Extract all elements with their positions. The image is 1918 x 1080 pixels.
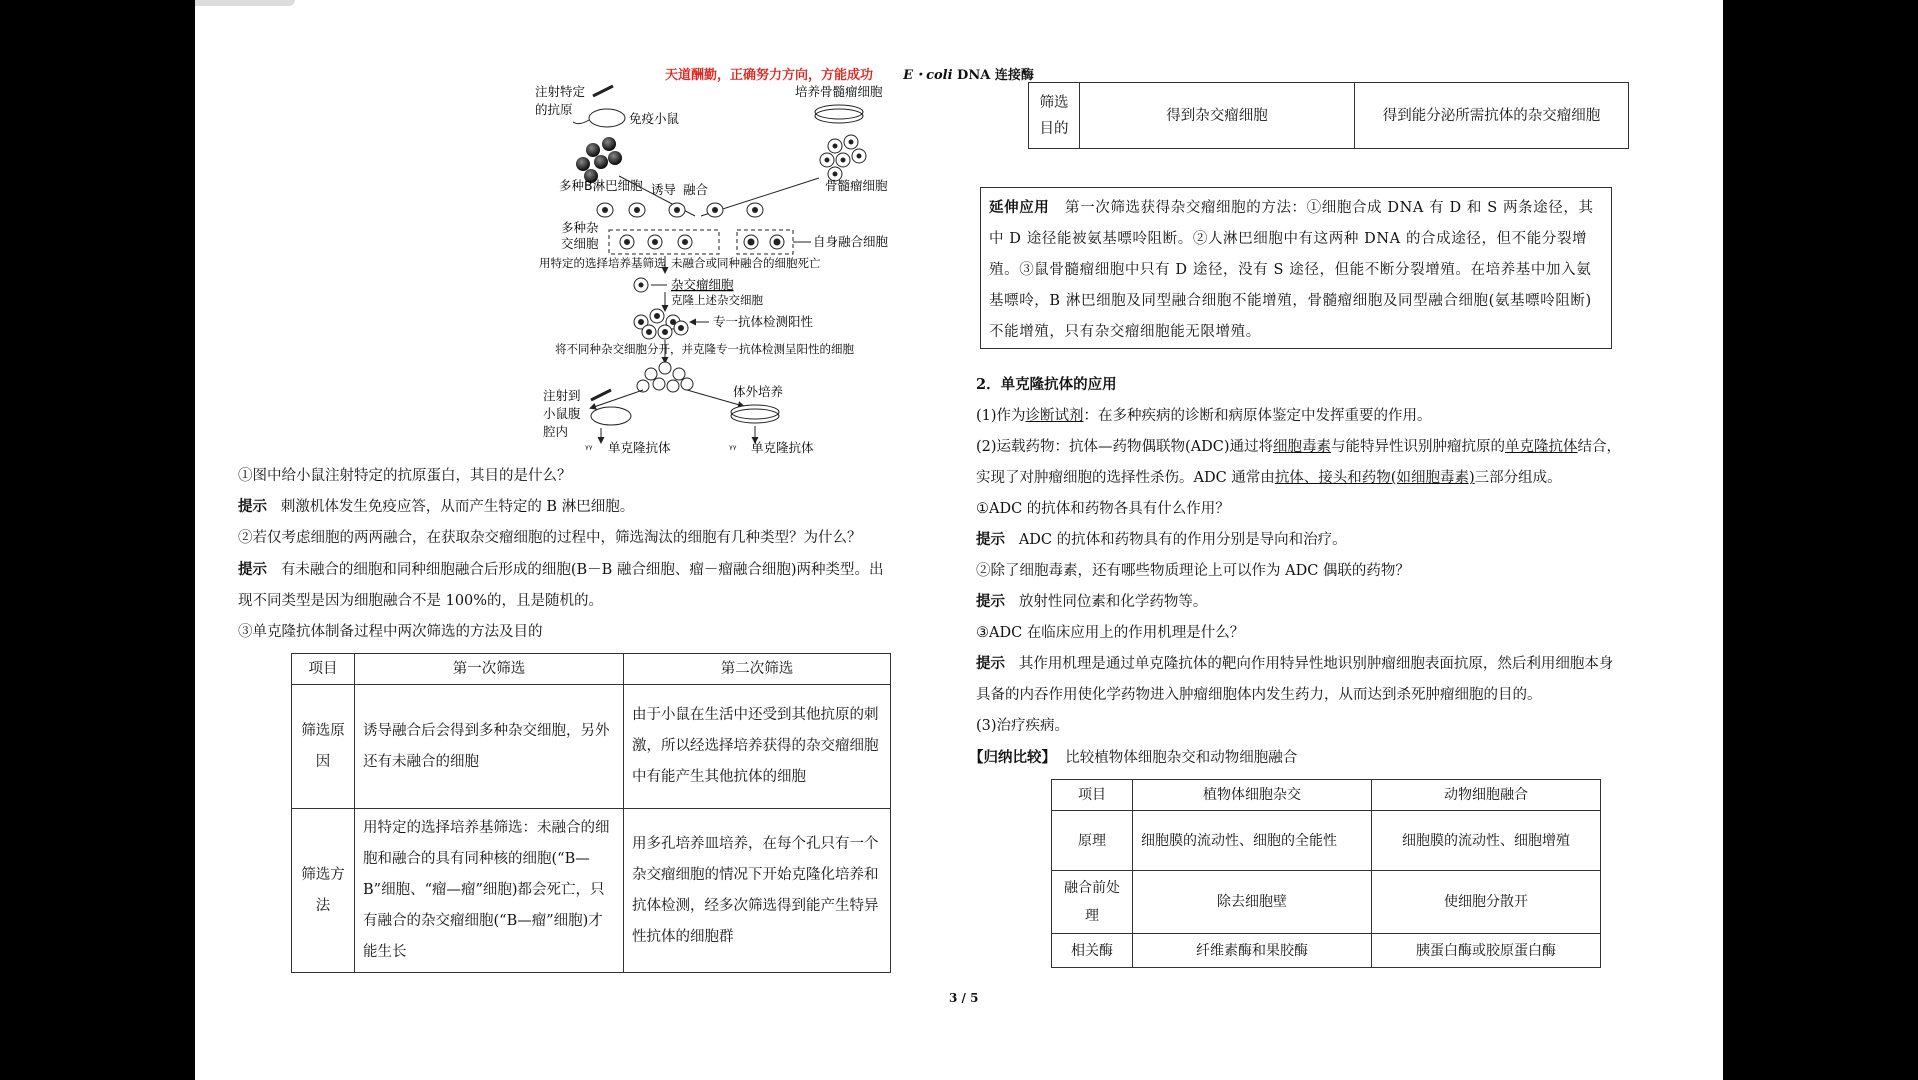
question-2: ②若仅考虑细胞的两两融合，在获取杂交瘤细胞的过程中，筛选淘汰的细胞有几种类型？为什么？ [238, 530, 862, 546]
adc-answer-2: 提示 放射性同位素和化学药物等。 [976, 593, 1208, 610]
adc-answer-3-line-1: 提示 其作用机理是通过单克隆抗体的靶向作用特异性地识别肿瘤细胞表面抗原，然后利用细胞本身 [976, 655, 1614, 672]
screening-table [291, 653, 891, 973]
document-page [195, 0, 1723, 1080]
use-2-line-2: 实现了对肿瘤细胞的选择性杀伤。ADC 通常由抗体、接头和药物(如细胞毒素)三部分组成。 [976, 470, 1562, 486]
label-mab-1: 单克隆抗体 [608, 440, 671, 455]
label-b-cells: 多种B淋巴细胞 [559, 178, 643, 193]
screening-purpose-table [1028, 82, 1629, 149]
purpose-second: 得到能分泌所需抗体的杂交瘤细胞 [1355, 83, 1629, 149]
syringe-icon [593, 86, 613, 96]
label-inject: 注射特定 [535, 84, 586, 99]
cmp-r3-animal: 胰蛋白酶或胶原蛋白酶 [1372, 934, 1601, 968]
hybrid-cells-icon [620, 235, 784, 249]
purpose-label: 筛选目的 [1029, 83, 1080, 149]
label-antigen: 的抗原 [535, 102, 573, 117]
cmp-r2-plant: 除去细胞壁 [1133, 871, 1372, 934]
answer-2-line-1: 提示 有未融合的细胞和同种细胞融合后形成的细胞(B－B 融合细胞、瘤－瘤融合细胞)两种类型。出 [238, 561, 884, 578]
compare-heading: 【归纳比较】 比较植物体细胞杂交和动物细胞融合 [969, 749, 1298, 766]
cmp-r2-animal: 使细胞分散开 [1372, 871, 1601, 934]
adc-answer-1: 提示 ADC 的抗体和药物具有的作用分别是导向和治疗。 [976, 531, 1347, 548]
label-positive: 专一抗体检测阳性 [713, 314, 814, 329]
purpose-first: 得到杂交瘤细胞 [1080, 83, 1355, 149]
cmp-r1-plant: 细胞膜的流动性、细胞的全能性 [1133, 811, 1372, 871]
svg-text:ᵞᵞ: ᵞᵞ [729, 444, 737, 455]
myeloma-cluster-icon [820, 135, 866, 181]
use-2-line-1: (2)运载药物：抗体—药物偶联物(ADC)通过将细胞毒素与能特异性识别肿瘤抗原的单克隆抗体结合， [976, 439, 1622, 455]
row-reason-second: 由于小鼠在生活中还受到其他抗原的刺激，所以经选择培养获得的杂交瘤细胞中有能产生其他抗体的细胞 [624, 685, 891, 809]
label-inject-peritoneal-2: 小鼠腹 [543, 406, 581, 421]
label-cells-die: 未融合或同种融合的细胞死亡 [671, 256, 821, 270]
cmp-r3-plant: 纤维素酶和果胶酶 [1133, 934, 1372, 968]
use-3: (3)治疗疾病。 [976, 718, 1070, 734]
page-number: 3 / 5 [949, 991, 979, 1005]
cmp-r2-label: 融合前处理 [1052, 871, 1133, 934]
label-induce: 诱导 [651, 182, 677, 197]
label-clone: 克隆上述杂交细胞 [671, 293, 763, 307]
row-method-second: 用多孔培养皿培养，在每个孔只有一个杂交瘤细胞的情况下开始克隆化培养和抗体检测，经多次筛选得到能产生特异性抗体的细胞群 [624, 809, 891, 973]
answer-2-line-2: 现不同类型是因为细胞融合不是 100%的，且是随机的。 [238, 593, 604, 609]
label-fusion: 融合 [683, 182, 709, 197]
header-enzyme: E・coli DNA 连接酶 [903, 68, 1034, 83]
label-inject-peritoneal-3: 腔内 [543, 424, 569, 439]
label-immune-mouse: 免疫小鼠 [629, 111, 680, 126]
cmp-th-animal: 动物细胞融合 [1372, 780, 1601, 811]
label-separate: 将不同种杂交细胞分开，并克隆专一抗体检测呈阳性的细胞 [555, 342, 854, 356]
cmp-th-plant: 植物体细胞杂交 [1133, 780, 1372, 811]
petri-dish-icon [815, 105, 863, 119]
comparison-table [1051, 779, 1601, 968]
label-inject-peritoneal-1: 注射到 [543, 388, 581, 403]
petri-dish-2-icon [731, 405, 779, 419]
row-reason-first: 诱导融合后会得到多种杂交细胞，另外还有未融合的细胞 [355, 685, 624, 809]
fused-cells-row-icon [597, 203, 763, 217]
label-mab-2: 单克隆抗体 [751, 440, 814, 455]
cmp-th-item: 项目 [1052, 780, 1133, 811]
cmp-r1-label: 原理 [1052, 811, 1133, 871]
row-method-label: 筛选方法 [292, 809, 355, 973]
mouse-2-icon [591, 407, 631, 425]
th-item: 项目 [292, 654, 355, 685]
extension-box: 延伸应用 第一次筛选获得杂交瘤细胞的方法：①细胞合成 DNA 有 D 和 S 两条途径，其中 D 途径能被氨基嘌呤阻断。②人淋巴细胞中有这两种 DNA 的合成途径，但不能分裂增殖。③鼠骨髓瘤细胞中只有 D 途径，没有 S 途径，但能不断分裂增殖。在培养基中加入氨基嘌呤，B 淋巴细胞及同型融合细胞不能增殖，骨髓瘤细胞及同型融合细胞(氨基嘌呤阻断)不能增殖，只有杂交瘤细胞能无限增殖。 [980, 187, 1612, 349]
mouse-icon [589, 109, 625, 127]
use-1: (1)作为诊断试剂：在多种疾病的诊断和病原体鉴定中发挥重要的作用。 [976, 408, 1432, 424]
adc-question-3: ③ADC 在临床应用上的作用机理是什么？ [976, 625, 1245, 641]
adc-answer-3-line-2: 具备的内吞作用使化学药物进入肿瘤细胞体内发生药力，从而达到杀死肿瘤细胞的目的。 [976, 687, 1542, 703]
b-cell-cluster-icon [576, 137, 622, 183]
label-hybrid-2: 交细胞 [561, 236, 599, 251]
selected-cells-icon [637, 362, 693, 392]
label-hybridoma: 杂交瘤细胞 [671, 277, 734, 292]
question-1: ①图中给小鼠注射特定的抗原蛋白，其目的是什么？ [238, 468, 572, 484]
label-hybrid-1: 多种杂 [561, 220, 599, 235]
th-first: 第一次筛选 [355, 654, 624, 685]
cloned-cells-icon [634, 309, 688, 339]
adc-question-2: ②除了细胞毒素，还有哪些物质理论上可以作为 ADC 偶联的药物？ [976, 563, 1410, 579]
th-second: 第二次筛选 [624, 654, 891, 685]
label-myeloma-culture: 培养骨髓瘤细胞 [795, 84, 883, 99]
answer-1: 提示 刺激机体发生免疫应答，从而产生特定的 B 淋巴细胞。 [238, 498, 635, 515]
row-reason-label: 筛选原因 [292, 685, 355, 809]
header-slogan: 天道酬勤，正确努力方向，方能成功 [665, 68, 874, 83]
label-select-medium: 用特定的选择培养基筛选 [539, 256, 666, 270]
section-2-title: 2．单克隆抗体的应用 [976, 376, 1117, 393]
svg-text:ᵞᵞ: ᵞᵞ [585, 444, 593, 455]
cmp-r3-label: 相关酶 [1052, 934, 1133, 968]
label-self-fusion: 自身融合细胞 [813, 234, 889, 249]
question-3: ③单克隆抗体制备过程中两次筛选的方法及目的 [238, 624, 543, 640]
label-in-vitro: 体外培养 [733, 384, 784, 399]
cmp-r1-animal: 细胞膜的流动性、细胞增殖 [1372, 811, 1601, 871]
label-myeloma: 骨髓瘤细胞 [825, 178, 888, 193]
row-method-first: 用特定的选择培养基筛选：未融合的细胞和融合的具有同种核的细胞(“B—B”细胞、“瘤—瘤”细胞)都会死亡，只有融合的杂交瘤细胞(“B—瘤”细胞)才能生长 [355, 809, 624, 973]
monoclonal-antibody-diagram [415, 78, 975, 464]
tab-corner [195, 0, 295, 6]
adc-question-1: ①ADC 的抗体和药物各具有什么作用？ [976, 501, 1230, 517]
